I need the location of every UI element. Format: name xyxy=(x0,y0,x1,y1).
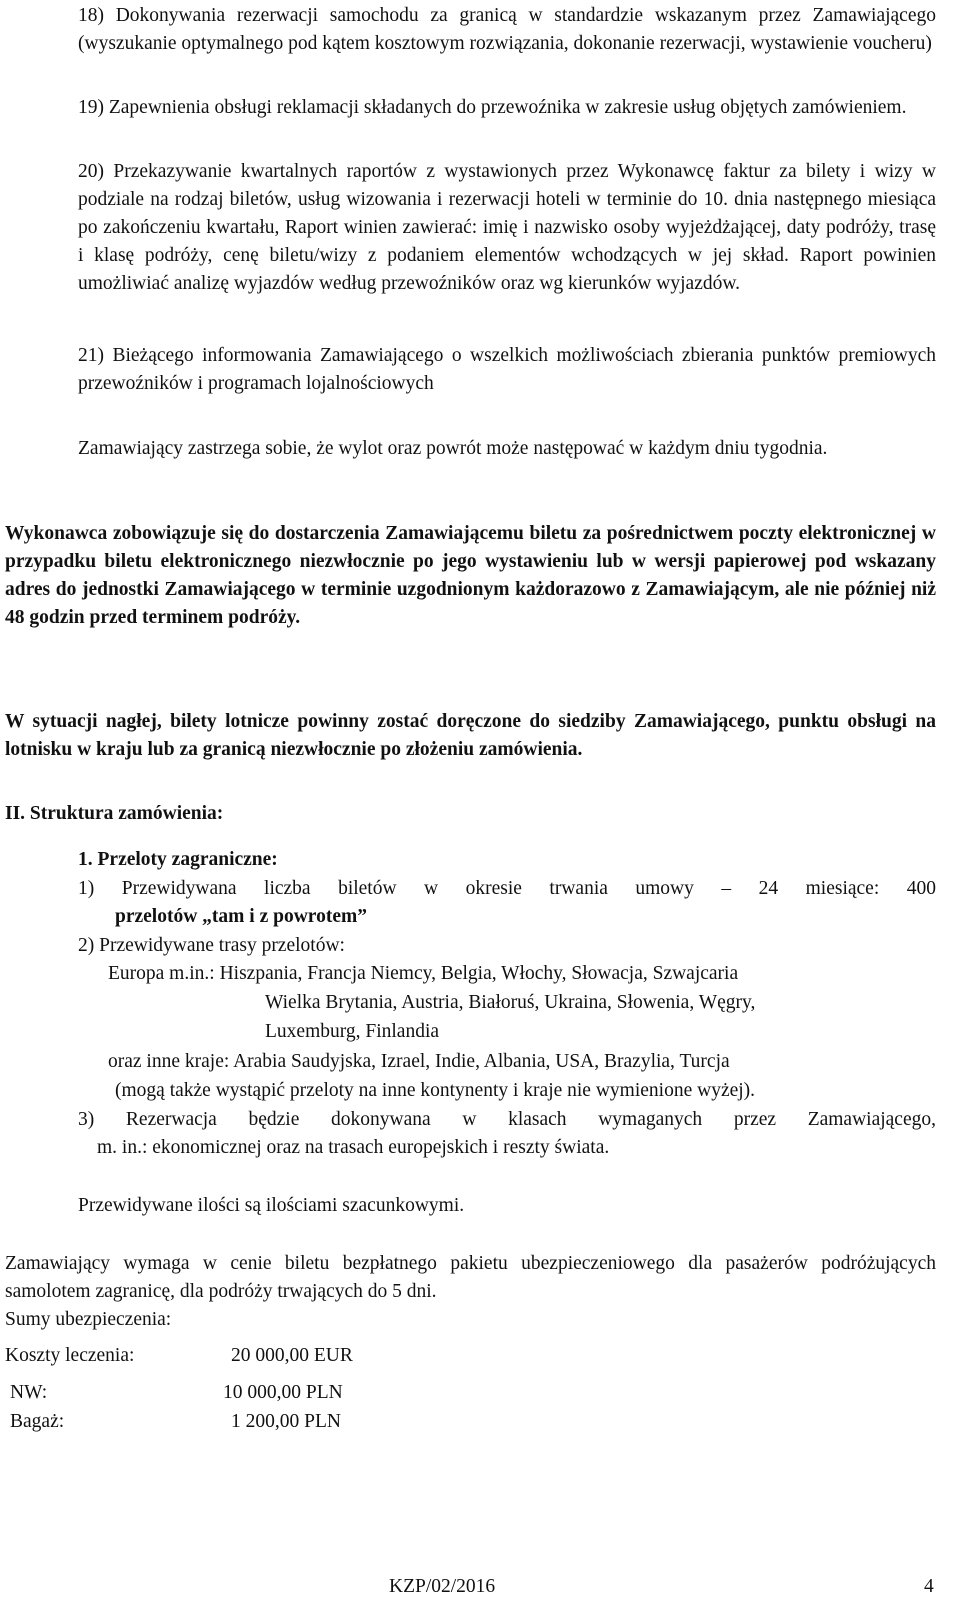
sum-label: Bagaż: xyxy=(10,1411,65,1432)
item-20-part-b: dnia następnego miesiąca po zakończeniu kwartału, Raport winien zawierać: imię i nazwisko osoby wyjeżdżającej, daty podróży, trasę i klasę podróży, cenę biletu/wizy z podaniem elementów wchodzących w jej skład. xyxy=(78,189,936,266)
section-heading: II. Struktura zamówienia: xyxy=(5,803,224,824)
delivery-paragraph: Wykonawca zobowiązuje się do dostarczenia Zamawiającemu biletu za pośrednictwem poczty elektronicznej w przypadku biletu elektronicznego niezwłocznie po jego wystawieniu lub w wersji papierowej pod wskazany adres do jednostki Zamawiającego w terminie uzgodnionym każdorazowo z Zamawiającym, ale nie później niż 48 godzin przed terminem podróży. xyxy=(5,523,936,628)
sum-label: NW: xyxy=(10,1382,48,1403)
item-18: 18) Dokonywania rezerwacji samochodu za granicą w standardzie wskazanym przez Zamawiającego (wyszukanie optymalnego pod kątem kosztowym rozwiązania, dokonanie rezerwacji, wystawienie voucheru) xyxy=(78,5,936,54)
sum-row xyxy=(10,1379,510,1407)
point-1-line-1: 1) Przewidywana liczba biletów w okresie trwania umowy – 24 miesiące: 400 xyxy=(78,878,936,899)
europe-line-1: Hiszpania, Francja Niemcy, Belgia, Włochy, Słowacja, Szwajcaria xyxy=(219,963,739,984)
sum-label: Koszty leczenia: xyxy=(5,1345,135,1366)
page-footer xyxy=(0,1573,960,1601)
item-19: 19) Zapewnienia obsługi reklamacji składanych do przewoźnika w zakresie usług objętych zamówieniem. xyxy=(78,97,907,118)
subheading-flights: 1. Przeloty zagraniczne: xyxy=(78,849,278,870)
point-2: 2) Przewidywane trasy przelotów: xyxy=(78,935,345,956)
item-21: 21) Bieżącego informowania Zamawiającego o wszelkich możliwościach zbierania punktów premiowych przewoźników i programach lojalnościowych xyxy=(78,345,936,394)
sum-value: 1 200,00 PLN xyxy=(231,1411,341,1432)
point-1-line-2: przelotów „tam i z powrotem” xyxy=(115,906,367,927)
footer-page-number: 4 xyxy=(924,1576,934,1597)
footer-doc-number: KZP/02/2016 xyxy=(389,1576,496,1597)
sums-heading: Sumy ubezpieczenia: xyxy=(5,1309,172,1330)
urgent-delivery-paragraph: W sytuacji nagłej, bilety lotnicze powinny zostać doręczone do siedziby Zamawiającego, punktu obsługi na lotnisku w kraju lub za granicą niezwłocznie po złożeniu zamówienia. xyxy=(5,711,936,760)
sum-row xyxy=(10,1408,510,1436)
sum-value: 20 000,00 EUR xyxy=(231,1345,353,1366)
other-countries-note: (mogą także wystąpić przeloty na inne kontynenty i kraje nie wymienione wyżej). xyxy=(115,1080,756,1101)
europe-line-3: Luxemburg, Finlandia xyxy=(265,1021,440,1042)
estimates-note: Przewidywane ilości są ilościami szacunkowymi. xyxy=(78,1195,465,1216)
europe-row xyxy=(108,960,738,988)
reserve-note: Zamawiający zastrzega sobie, że wylot oraz powrót może następować w każdym dniu tygodnia. xyxy=(78,438,828,459)
item-20 xyxy=(78,158,936,298)
other-countries: oraz inne kraje: Arabia Saudyjska, Izrael, Indie, Albania, USA, Brazylia, Turcja xyxy=(108,1051,730,1072)
point-3-line-1: 3) Rezerwacja będzie dokonywana w klasach wymaganych przez Zamawiającego, xyxy=(78,1109,936,1130)
europe-line-2: Wielka Brytania, Austria, Białoruś, Ukraina, Słowenia, Węgry, xyxy=(265,992,756,1013)
item-20-part-c: Raport powinien umożliwiać analizę wyjazdów według przewoźników oraz wg kierunków wyjazdów. xyxy=(78,245,936,294)
sum-value: 10 000,00 PLN xyxy=(223,1382,343,1403)
point-3-line-2: m. in.: ekonomicznej oraz na trasach europejskich i reszty świata. xyxy=(97,1137,610,1158)
europe-label: Europa m.in.: xyxy=(108,963,220,984)
insurance-paragraph: Zamawiający wymaga w cenie biletu bezpłatnego pakietu ubezpieczeniowego dla pasażerów podróżujących samolotem zagranicę, dla podróży trwających do 5 dni. xyxy=(5,1253,936,1302)
item-20-part-a: 20) Przekazywanie kwartalnych raportów z wystawionych przez Wykonawcę faktur za bilety i wizy w podziale na rodzaj biletów, usług wizowania i rezerwacji hoteli w terminie do 10. xyxy=(78,161,936,210)
sum-row xyxy=(5,1342,505,1370)
